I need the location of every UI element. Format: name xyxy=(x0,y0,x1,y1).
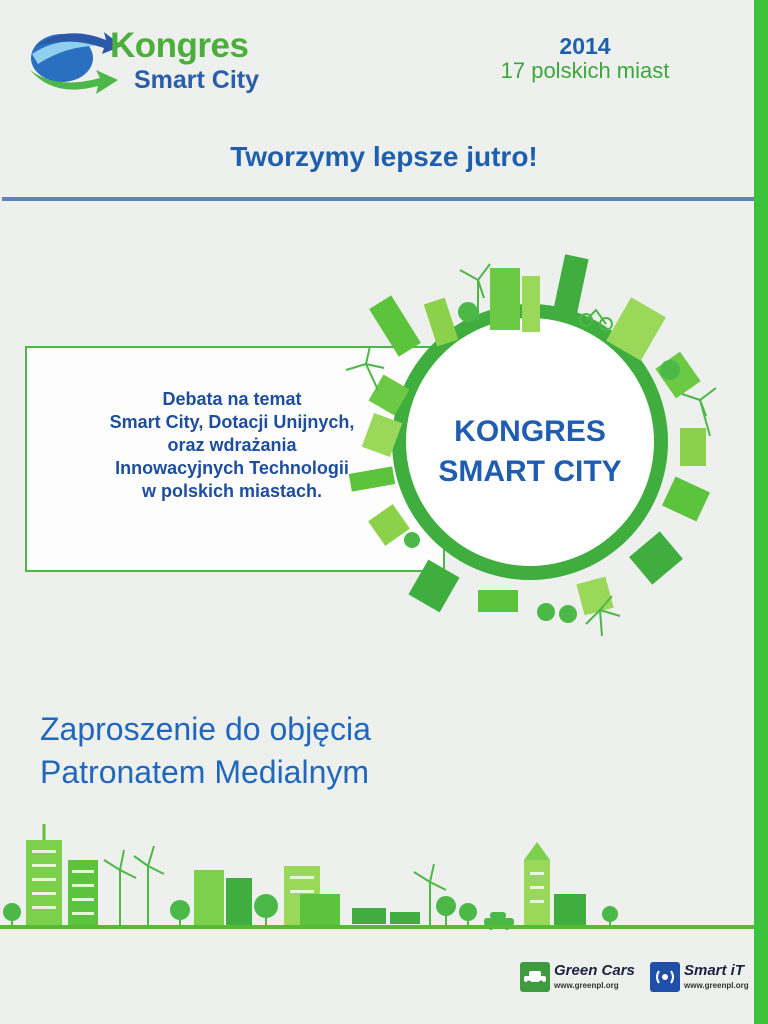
wireless-icon xyxy=(650,962,680,992)
logo-subtitle: Smart City xyxy=(134,66,260,94)
tagline: Tworzymy lepsze jutro! xyxy=(230,141,538,172)
cities-count: 17 polskich miast xyxy=(500,58,670,83)
ground-line xyxy=(0,925,754,929)
debate-line: w polskich miastach. xyxy=(141,481,323,501)
header-divider xyxy=(2,197,754,201)
city-skyline-illustration xyxy=(0,820,754,935)
debate-line: oraz wdrażania xyxy=(167,435,297,455)
smart-it-logo xyxy=(650,962,754,994)
debate-line: Innowacyjnych Technologii xyxy=(115,458,349,478)
smart-it-url: www.greenpl.org xyxy=(684,981,749,990)
car-icon xyxy=(520,962,550,992)
green-cars-name: Green Cars xyxy=(554,962,635,979)
invitation-line-1: Zaproszenie do objęcia xyxy=(40,711,371,747)
debate-line: Debata na temat xyxy=(162,389,302,409)
green-cars-logo xyxy=(520,962,640,994)
circle-line-2: SMART CITY xyxy=(438,455,622,488)
event-year: 2014 xyxy=(559,33,611,59)
debate-line: Smart City, Dotacji Unijnych, xyxy=(109,412,355,432)
kongres-logo xyxy=(26,24,276,98)
green-cars-url: www.greenpl.org xyxy=(554,981,619,990)
circle-title xyxy=(415,412,645,492)
logo-title: Kongres xyxy=(110,26,249,65)
invitation-heading xyxy=(40,708,371,794)
circle-line-1: KONGRES xyxy=(454,415,606,448)
smart-it-name: Smart iT xyxy=(684,962,745,979)
invitation-line-2: Patronatem Medialnym xyxy=(40,754,370,790)
